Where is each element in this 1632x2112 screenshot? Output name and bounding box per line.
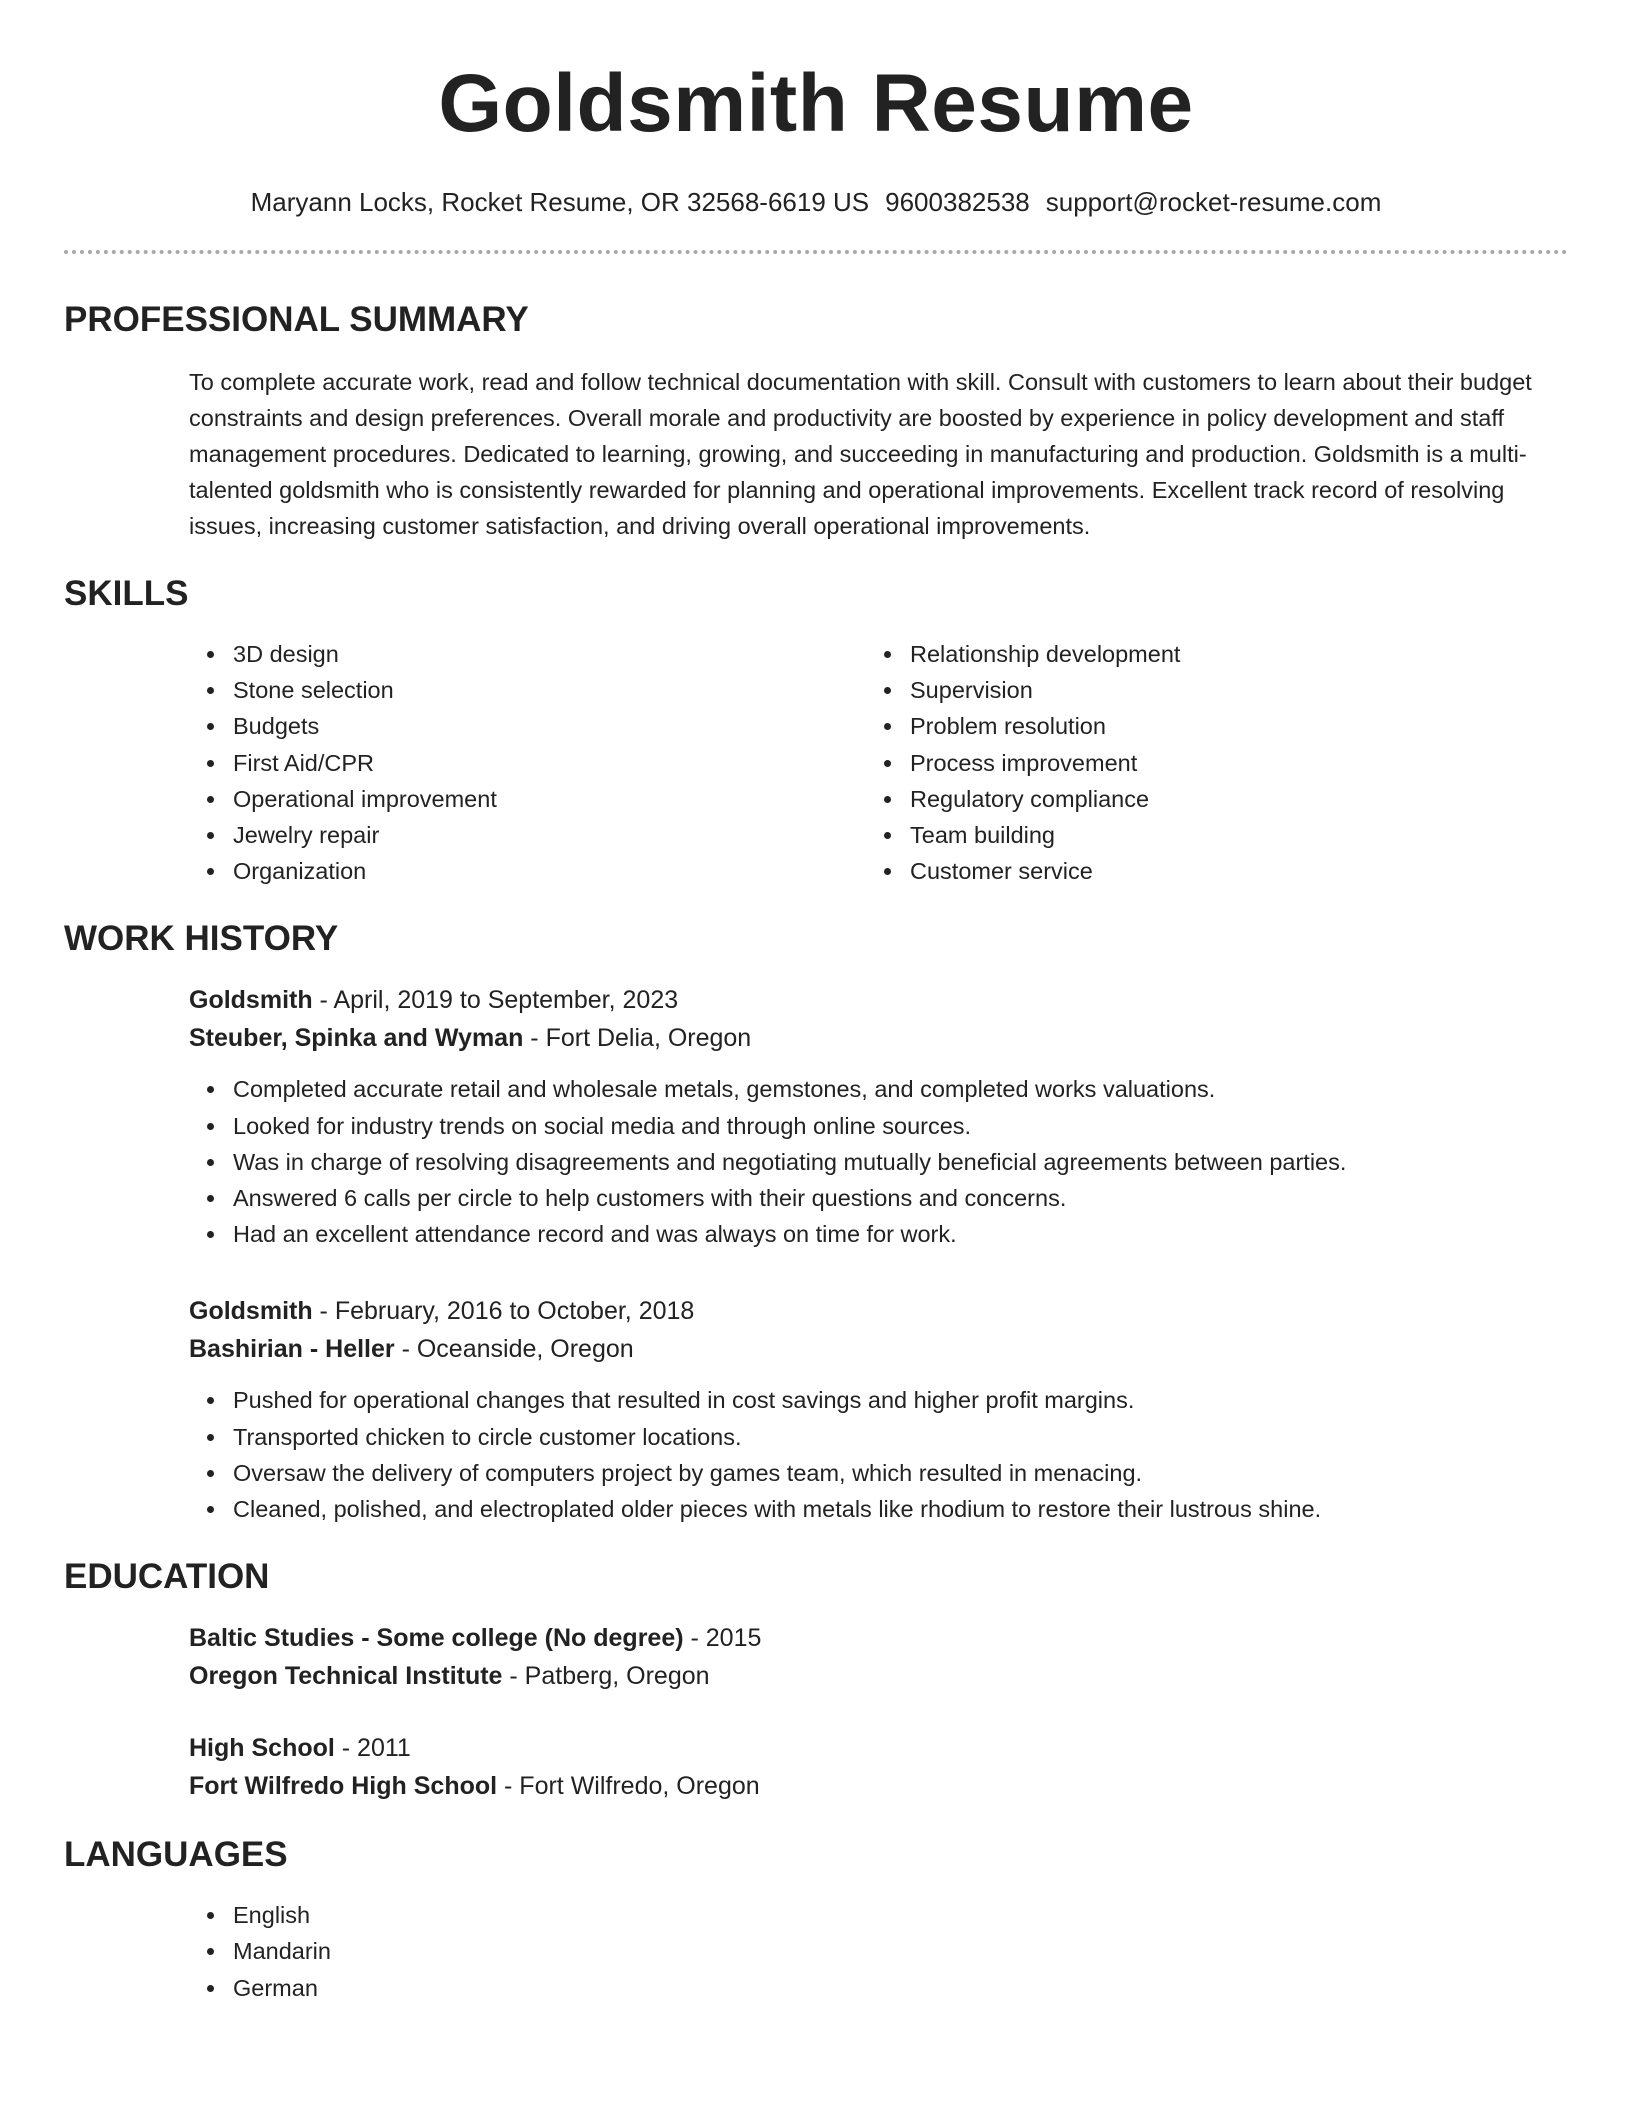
resume-title: Goldsmith Resume (438, 58, 1194, 149)
skill-item: Budgets (233, 708, 866, 744)
skill-item: Stone selection (233, 672, 866, 708)
job-company: Bashirian - Heller (189, 1335, 395, 1364)
skill-item: Operational improvement (233, 781, 866, 817)
job-duty: Completed accurate retail and wholesale metals, gemstones, and completed works valuations. (233, 1071, 1568, 1107)
job-duty: Looked for industry trends on social media and through online sources. (233, 1108, 1568, 1144)
education-school: Fort Wilfredo High School (189, 1772, 498, 1801)
education-year: - 2011 (334, 1734, 411, 1763)
education-heading: EDUCATION (64, 1557, 270, 1597)
job-role: Goldsmith (189, 1297, 313, 1326)
job-location: - Oceanside, Oregon (394, 1335, 634, 1364)
job-duty: Answered 6 calls per circle to help customers with their questions and concerns. (233, 1180, 1568, 1216)
education-school-line (189, 1767, 1568, 1805)
skills-section (64, 572, 1568, 889)
job-company: Steuber, Spinka and Wyman (189, 1024, 524, 1053)
skill-item: Regulatory compliance (910, 781, 1543, 817)
skill-item: Relationship development (910, 636, 1543, 672)
education-degree-line (189, 1729, 1568, 1767)
summary-text: To complete accurate work, read and follow technical documentation with skill. Consult with customers to learn about their budget constraints and design preferences. Overall morale and productivity are boosted by experience in policy development and staff management procedures. Dedicated to learning, growing, and succeeding in manufacturing and production. Goldsmith is a multi-talented goldsmith who is consistently rewarded for planning and operational improvements. Excellent track record of resolving issues, increasing customer satisfaction, and driving overall operational improvements. (189, 369, 1532, 539)
languages-heading: LANGUAGES (64, 1835, 288, 1875)
job-duty: Pushed for operational changes that resulted in cost savings and higher profit margins. (233, 1382, 1568, 1418)
job-duty: Was in charge of resolving disagreements and negotiating mutually beneficial agreements between parties. (233, 1144, 1568, 1180)
education-degree: Baltic Studies - Some college (No degree) (189, 1624, 684, 1653)
job-dates: - February, 2016 to October, 2018 (312, 1297, 695, 1326)
job-duties (189, 1071, 1568, 1252)
skill-item: Customer service (910, 853, 1543, 889)
header-divider (64, 250, 1568, 254)
job-entry (64, 981, 1568, 1252)
education-degree-line (189, 1619, 1568, 1657)
skills-grid (64, 636, 1568, 889)
education-entry (64, 1729, 1568, 1805)
education-location: - Fort Wilfredo, Oregon (497, 1772, 760, 1801)
work-section (64, 917, 1568, 1527)
language-item: English (233, 1897, 1568, 1933)
skill-item: First Aid/CPR (233, 745, 866, 781)
contact-address: Maryann Locks, Rocket Resume, OR 32568-6619 US (250, 187, 870, 217)
language-item: German (233, 1970, 1568, 2006)
job-role: Goldsmith (189, 986, 313, 1015)
education-section (64, 1555, 1568, 1805)
skill-item: Jewelry repair (233, 817, 866, 853)
summary-section (64, 298, 1568, 544)
work-heading: WORK HISTORY (64, 919, 339, 959)
education-location: - Patberg, Oregon (502, 1662, 710, 1691)
job-company-line (189, 1330, 1568, 1368)
job-entry (64, 1292, 1568, 1527)
language-item: Mandarin (233, 1933, 1568, 1969)
skill-item: Team building (910, 817, 1543, 853)
languages-section (64, 1833, 1568, 2006)
job-title-line (189, 981, 1568, 1019)
job-duty: Had an excellent attendance record and was always on time for work. (233, 1216, 1568, 1252)
skill-item: Process improvement (910, 745, 1543, 781)
job-duty: Cleaned, polished, and electroplated older pieces with metals like rhodium to restore their lustrous shine. (233, 1491, 1568, 1527)
skill-item: Supervision (910, 672, 1543, 708)
contact-email: support@rocket-resume.com (1045, 187, 1382, 217)
skill-item: Problem resolution (910, 708, 1543, 744)
summary-heading: PROFESSIONAL SUMMARY (64, 300, 529, 339)
job-title-line (189, 1292, 1568, 1330)
skills-column-right (866, 636, 1543, 889)
contact-phone: 9600382538 (885, 187, 1030, 217)
education-degree: High School (189, 1734, 335, 1763)
skills-column-left (189, 636, 866, 889)
languages-list (64, 1897, 1568, 2006)
contact-line (64, 186, 1568, 218)
job-location: - Fort Delia, Oregon (523, 1024, 752, 1053)
job-company-line (189, 1019, 1568, 1057)
resume-header (64, 0, 1568, 254)
education-school-line (189, 1657, 1568, 1695)
skills-heading: SKILLS (64, 574, 189, 613)
education-year: - 2015 (683, 1624, 762, 1653)
job-duty: Oversaw the delivery of computers project by games team, which resulted in menacing. (233, 1455, 1568, 1491)
job-dates: - April, 2019 to September, 2023 (312, 986, 679, 1015)
job-duties (189, 1382, 1568, 1527)
skill-item: Organization (233, 853, 866, 889)
skill-item: 3D design (233, 636, 866, 672)
education-entry (64, 1619, 1568, 1695)
job-duty: Transported chicken to circle customer locations. (233, 1419, 1568, 1455)
education-school: Oregon Technical Institute (189, 1662, 503, 1691)
